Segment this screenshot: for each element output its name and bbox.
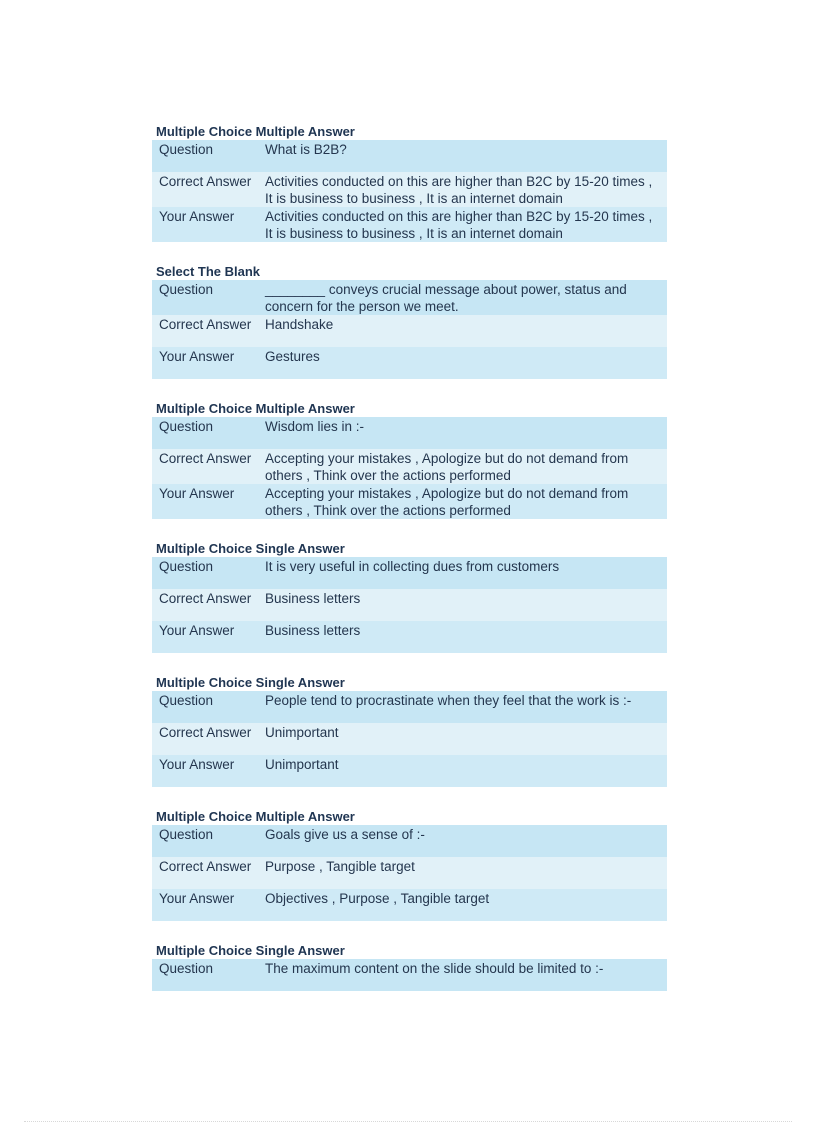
your-answer-label: Your Answer xyxy=(159,891,235,906)
correct-answer-label: Correct Answer xyxy=(159,451,252,466)
question-block xyxy=(152,943,667,991)
your-answer-row xyxy=(152,207,667,242)
question-label: Question xyxy=(159,559,214,574)
question-type-heading: Multiple Choice Multiple Answer xyxy=(156,401,355,416)
quiz-results xyxy=(152,124,667,991)
question-text: It is very useful in collecting dues from customers xyxy=(265,559,560,574)
question-row xyxy=(152,691,667,723)
correct-answer-text: Unimportant xyxy=(265,725,339,740)
question-type-heading: Select The Blank xyxy=(156,264,261,279)
question-table xyxy=(152,825,667,921)
question-label: Question xyxy=(159,961,214,976)
your-answer-label: Your Answer xyxy=(159,349,235,364)
your-answer-text: Unimportant xyxy=(265,757,339,772)
question-block xyxy=(152,124,667,242)
question-table xyxy=(152,557,667,653)
question-type-heading: Multiple Choice Single Answer xyxy=(156,675,345,690)
correct-answer-row xyxy=(152,589,667,621)
correct-answer-text: Accepting your mistakes , Apologize but do not demand from others , Think over the actions performed xyxy=(265,451,629,483)
question-label: Question xyxy=(159,142,214,157)
question-row xyxy=(152,557,667,589)
correct-answer-text: Purpose , Tangible target xyxy=(265,859,415,874)
correct-answer-row xyxy=(152,315,667,347)
question-label: Question xyxy=(159,827,214,842)
question-text: Goals give us a sense of :- xyxy=(265,827,425,842)
question-type-heading: Multiple Choice Single Answer xyxy=(156,943,345,958)
question-table xyxy=(152,280,667,379)
your-answer-text: Activities conducted on this are higher than B2C by 15-20 times , It is business to business , It is an internet domain xyxy=(265,209,653,241)
correct-answer-label: Correct Answer xyxy=(159,591,252,606)
question-type-heading: Multiple Choice Multiple Answer xyxy=(156,124,355,139)
correct-answer-text: Activities conducted on this are higher than B2C by 15-20 times , It is business to business , It is an internet domain xyxy=(265,174,653,206)
question-block xyxy=(152,264,667,379)
question-text: What is B2B? xyxy=(265,142,347,157)
correct-answer-text: Business letters xyxy=(265,591,361,606)
question-row xyxy=(152,140,667,172)
question-row xyxy=(152,825,667,857)
your-answer-text: Accepting your mistakes , Apologize but do not demand from others , Think over the actions performed xyxy=(265,486,629,518)
question-text: People tend to procrastinate when they feel that the work is :- xyxy=(265,693,632,708)
correct-answer-row xyxy=(152,857,667,889)
question-label: Question xyxy=(159,419,214,434)
your-answer-text: Objectives , Purpose , Tangible target xyxy=(265,891,490,906)
correct-answer-row xyxy=(152,723,667,755)
your-answer-row xyxy=(152,889,667,921)
question-label: Question xyxy=(159,693,214,708)
question-block xyxy=(152,401,667,519)
correct-answer-text: Handshake xyxy=(265,317,334,332)
correct-answer-row xyxy=(152,172,667,207)
your-answer-row xyxy=(152,484,667,519)
question-text: ________ conveys crucial message about power, status and concern for the person we meet. xyxy=(265,282,627,314)
correct-answer-label: Correct Answer xyxy=(159,174,252,189)
your-answer-row xyxy=(152,347,667,379)
question-label: Question xyxy=(159,282,214,297)
question-table xyxy=(152,140,667,242)
question-text: The maximum content on the slide should be limited to :- xyxy=(265,961,604,976)
your-answer-text: Business letters xyxy=(265,623,361,638)
correct-answer-label: Correct Answer xyxy=(159,317,252,332)
your-answer-label: Your Answer xyxy=(159,486,235,501)
question-table xyxy=(152,691,667,787)
your-answer-label: Your Answer xyxy=(159,209,235,224)
question-row xyxy=(152,959,667,991)
your-answer-label: Your Answer xyxy=(159,757,235,772)
your-answer-row xyxy=(152,621,667,653)
your-answer-row xyxy=(152,755,667,787)
question-row xyxy=(152,280,667,315)
your-answer-label: Your Answer xyxy=(159,623,235,638)
question-block xyxy=(152,675,667,787)
page-footer-divider xyxy=(24,1121,792,1122)
question-table xyxy=(152,417,667,519)
question-type-heading: Multiple Choice Single Answer xyxy=(156,541,345,556)
correct-answer-label: Correct Answer xyxy=(159,859,252,874)
correct-answer-label: Correct Answer xyxy=(159,725,252,740)
question-block xyxy=(152,541,667,653)
question-table xyxy=(152,959,667,991)
question-row xyxy=(152,417,667,449)
correct-answer-row xyxy=(152,449,667,484)
question-block xyxy=(152,809,667,921)
your-answer-text: Gestures xyxy=(265,349,320,364)
question-type-heading: Multiple Choice Multiple Answer xyxy=(156,809,355,824)
question-text: Wisdom lies in :- xyxy=(265,419,365,434)
